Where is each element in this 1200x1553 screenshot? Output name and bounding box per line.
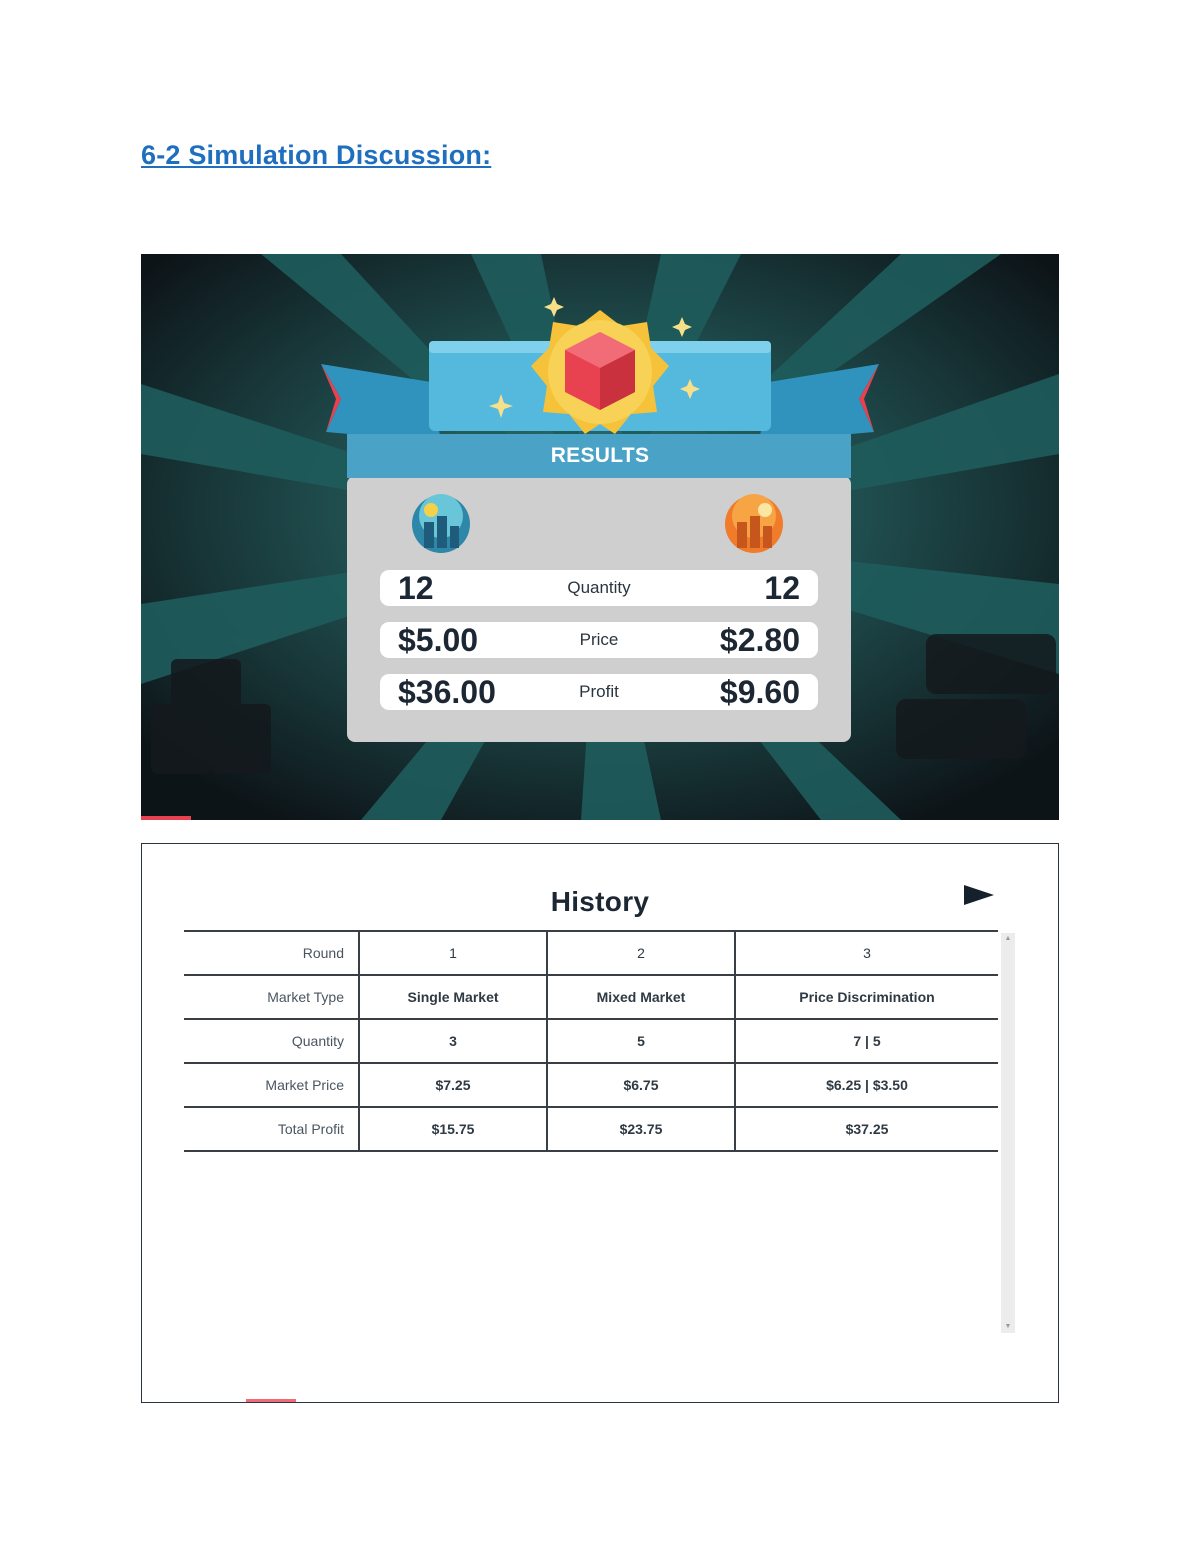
row-label-total-profit: Total Profit	[184, 1107, 359, 1151]
scroll-down-arrow-icon[interactable]: ▼	[1004, 1323, 1012, 1330]
flag-icon[interactable]	[962, 884, 996, 906]
table-cell: Price Discrimination	[735, 975, 998, 1019]
table-cell: $7.25	[359, 1063, 547, 1107]
table-row	[184, 931, 998, 975]
profit-left-value: $36.00	[398, 674, 496, 710]
price-right-value: $2.80	[719, 622, 800, 658]
scroll-up-arrow-icon[interactable]: ▲	[1004, 935, 1012, 942]
price-left-value: $5.00	[398, 622, 479, 658]
table-cell: $23.75	[547, 1107, 735, 1151]
round-2-cell: 2	[547, 931, 735, 975]
history-screenshot	[141, 843, 1059, 1403]
round-3-cell: 3	[735, 931, 998, 975]
history-title: History	[550, 886, 650, 917]
quantity-row	[380, 570, 818, 606]
table-cell: 7 | 5	[735, 1019, 998, 1063]
price-label: Price	[579, 630, 619, 649]
document-heading: 6-2 Simulation Discussion:	[141, 140, 492, 170]
table-cell: $6.25 | $3.50	[735, 1063, 998, 1107]
profit-label: Profit	[579, 682, 619, 701]
table-row	[184, 1063, 998, 1107]
row-label-quantity: Quantity	[184, 1019, 359, 1063]
row-label-market-price: Market Price	[184, 1063, 359, 1107]
profit-row	[380, 674, 818, 710]
progress-indicator	[246, 1399, 296, 1402]
table-row	[184, 1107, 998, 1151]
results-card	[347, 476, 851, 742]
results-screenshot	[141, 254, 1059, 820]
round-1-cell: 1	[359, 931, 547, 975]
table-cell: $15.75	[359, 1107, 547, 1151]
table-cell: 5	[547, 1019, 735, 1063]
quantity-left-value: 12	[398, 570, 434, 606]
results-title: RESULTS	[550, 444, 650, 467]
quantity-right-value: 12	[764, 570, 800, 606]
table-cell: Mixed Market	[547, 975, 735, 1019]
table-cell: $6.75	[547, 1063, 735, 1107]
table-row	[184, 975, 998, 1019]
table-row	[184, 1019, 998, 1063]
profit-right-value: $9.60	[719, 674, 800, 710]
row-label-round: Round	[184, 931, 359, 975]
progress-indicator	[141, 816, 191, 820]
price-row	[380, 622, 818, 658]
row-label-market-type: Market Type	[184, 975, 359, 1019]
table-cell: $37.25	[735, 1107, 998, 1151]
history-scrollbar[interactable]	[1001, 933, 1015, 1333]
quantity-label: Quantity	[567, 578, 631, 597]
history-table	[184, 930, 998, 1152]
table-cell: Single Market	[359, 975, 547, 1019]
table-cell: 3	[359, 1019, 547, 1063]
